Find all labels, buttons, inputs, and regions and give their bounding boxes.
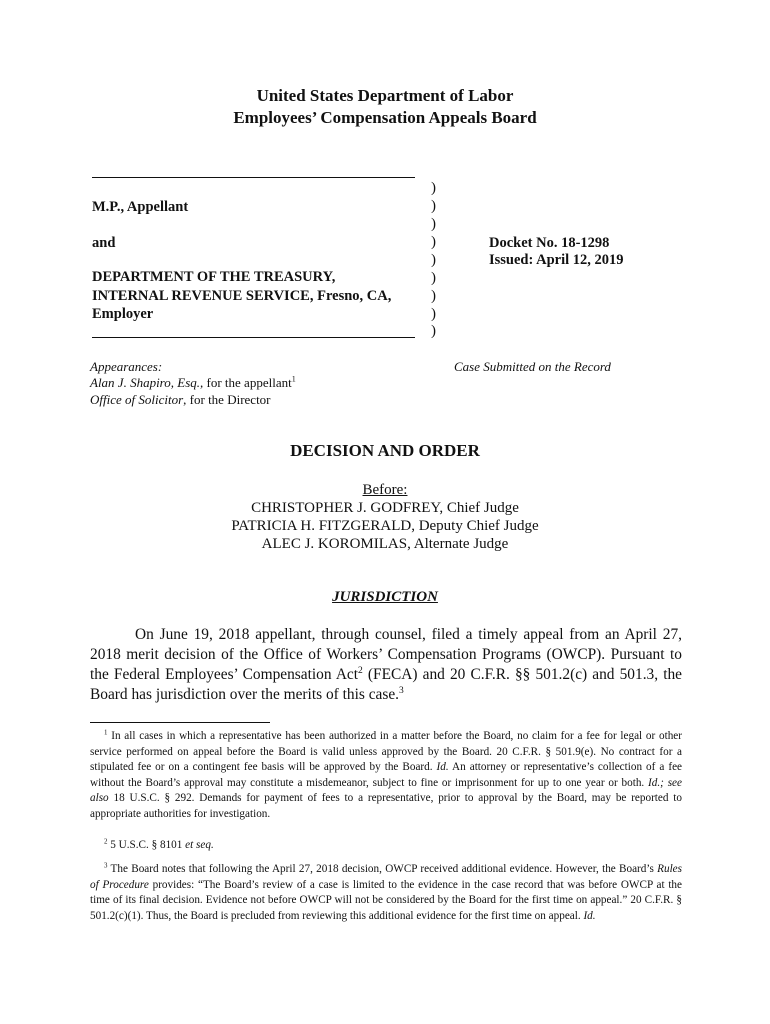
footnote-2-citation: et seq. xyxy=(185,839,214,851)
footnote-1 xyxy=(90,729,682,823)
caption-paren: ) xyxy=(431,180,436,196)
caption-paren: ) xyxy=(431,234,436,250)
footnote-2 xyxy=(90,838,682,854)
solicitor-name: Office of Solicitor xyxy=(90,392,184,407)
footnote-3-text: The Board notes that following the April 27, 2018 decision, OWCP received additional evidence. However, the Board’s xyxy=(107,863,658,875)
caption-paren: ) xyxy=(431,252,436,268)
footnote-1-text: An attorney or representative’s collection of a fee without the Board’s approval may constitute a misdemeanor, subject to fine or imprisonment for up to one year or both. xyxy=(90,761,682,789)
employer-line-2: INTERNAL REVENUE SERVICE, Fresno, CA, xyxy=(92,288,392,304)
caption-top-rule xyxy=(92,177,415,178)
footnote-2-text: 5 U.S.C. § 8101 xyxy=(107,839,186,851)
footnote-3-text: provides: “The Board’s review of a case is limited to the evidence in the case record that was before OWCP at the time of its final decision. Evidence not before OWCP will not be considered by the Board for the first time on appeal.” 20 C.F.R. § 501.2(c)(1). Thus, the Board is precluded from reviewing this additional evidence for the first time on appeal. xyxy=(90,878,682,922)
employer-line-3: Employer xyxy=(92,306,154,322)
solicitor-role: , for the Director xyxy=(183,392,271,407)
footnote-1-citation: Id.; see also xyxy=(90,776,682,805)
judge-2: PATRICIA H. FITZGERALD, Deputy Chief Judge xyxy=(231,518,539,534)
agency-title: United States Department of Labor xyxy=(256,86,514,105)
footnote-3-citation: Id. xyxy=(583,909,596,922)
before-label: Before: xyxy=(362,482,408,498)
jurisdiction-paragraph xyxy=(90,625,682,705)
caption-paren: ) xyxy=(431,198,436,214)
appearances-label: Appearances: xyxy=(90,359,163,374)
footnote-ref-1: 1 xyxy=(291,374,296,384)
jurisdiction-text-2: (FECA) and 20 C.F.R. §§ 501.2(c) and 501.3, the Board has jurisdiction over the merits of this case. xyxy=(90,666,682,703)
caption-and: and xyxy=(92,235,116,251)
footnote-3-mark: 3 xyxy=(104,861,108,870)
appellant-name: M.P., Appellant xyxy=(92,199,189,215)
caption-paren: ) xyxy=(431,306,436,322)
case-submitted: Case Submitted on the Record xyxy=(454,359,611,374)
judge-3: ALEC J. KOROMILAS, Alternate Judge xyxy=(261,536,509,552)
rep-role: for the appellant xyxy=(203,375,292,390)
director-representative xyxy=(90,392,271,408)
footnote-1-text: In all cases in which a representative has been authorized in a matter before the Board, no claim for a fee for legal or other service performed on appeal before the Board is valid unless approved by the Board. 20 C.F.R. § 501.9(e). No contract for a stipulated fee or on a contingent fee basis will be approved by the Board. xyxy=(90,730,682,774)
footnote-ref-3: 3 xyxy=(399,684,404,696)
board-title: Employees’ Compensation Appeals Board xyxy=(233,108,537,127)
jurisdiction-heading: JURISDICTION xyxy=(332,589,438,605)
footnote-1-text: 18 U.S.C. § 292. Demands for payment of fees to a representative, prior to approval by the Board, may be reported to appropriate authorities for investigation. xyxy=(90,792,682,820)
footnote-3 xyxy=(90,862,682,924)
footnote-separator xyxy=(90,722,270,723)
employer-line-1: DEPARTMENT OF THE TREASURY, xyxy=(92,269,336,285)
issued-date: Issued: April 12, 2019 xyxy=(489,252,624,268)
footnote-1-citation: Id. xyxy=(436,761,449,774)
docket-number: Docket No. 18-1298 xyxy=(489,235,610,251)
caption-paren: ) xyxy=(431,270,436,286)
footnote-1-mark: 1 xyxy=(104,728,108,737)
decision-heading: DECISION AND ORDER xyxy=(290,441,480,460)
rep-name: Alan J. Shapiro, Esq., xyxy=(90,375,204,390)
jurisdiction-text-1: On June 19, 2018 appellant, through counsel, filed a timely appeal from an April 27, 2018 merit decision of the Office of Workers’ Compensation Programs (OWCP). Pursuant to the Federal Employees’ Compensation Act xyxy=(90,626,682,683)
footnote-ref-2: 2 xyxy=(358,664,363,676)
caption-paren: ) xyxy=(431,288,436,304)
caption-paren: ) xyxy=(431,323,436,339)
appellant-representative xyxy=(90,375,296,391)
caption-paren: ) xyxy=(431,216,436,232)
footnote-2-mark: 2 xyxy=(104,837,108,846)
judge-1: CHRISTOPHER J. GODFREY, Chief Judge xyxy=(251,500,519,516)
caption-bottom-rule xyxy=(92,337,415,338)
footnote-3-citation: Rules of Procedure xyxy=(90,863,682,891)
